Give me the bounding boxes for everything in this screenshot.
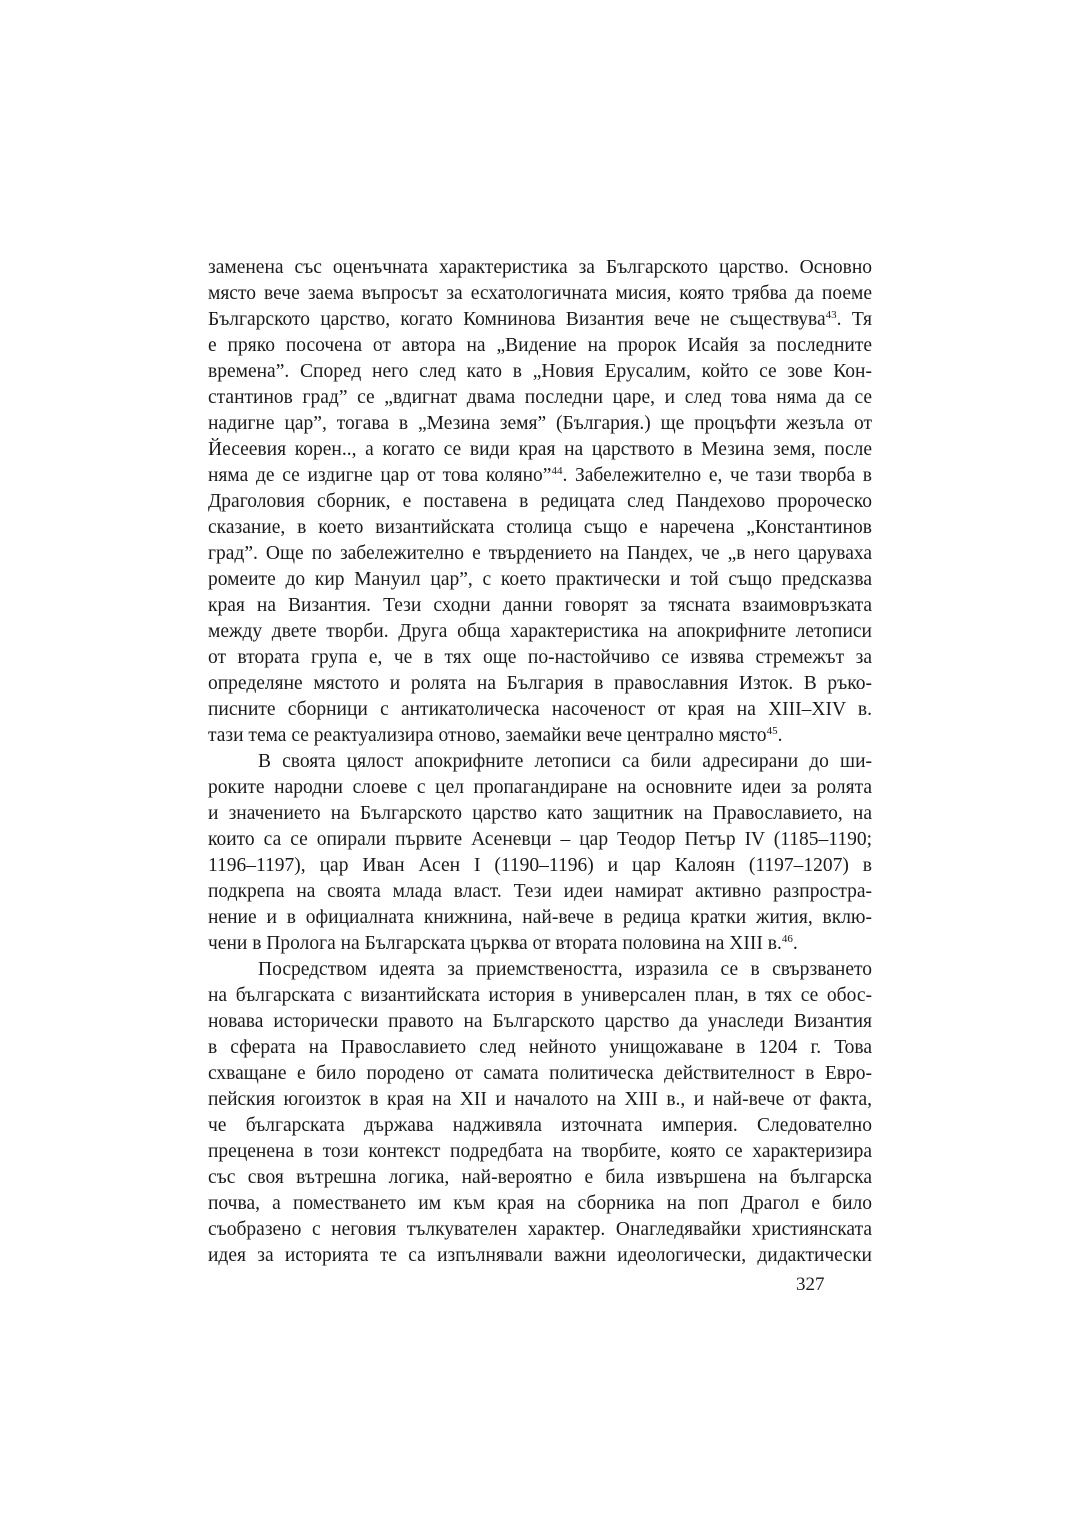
text-line: преценена в този контекст подредбата на творбите, която се характеризира bbox=[208, 1141, 872, 1162]
page-number: 327 bbox=[796, 1274, 825, 1295]
text-line: времена”. Според него след като в „Новия Ерусалим, който се зове Кон- bbox=[208, 361, 872, 382]
text-line: и значението на Българското царство като защитник на Православието, на bbox=[208, 803, 872, 824]
text-line: заменена със оценъчната характеристика за Българското царство. Основно bbox=[208, 257, 872, 278]
text-line: съобразено с неговия тълкувателен характер. Онагледявайки християнската bbox=[208, 1219, 872, 1240]
text-line: сказание, в което византийската столица също е наречена „Константинов bbox=[208, 517, 872, 538]
body-text bbox=[208, 255, 872, 1269]
text-line: новава исторически правото на Българското царство да унаследи Византия bbox=[208, 1011, 872, 1032]
text-line: е пряко посочена от автора на „Видение на пророк Исайя за последните bbox=[208, 335, 872, 356]
text-line: Йесеевия корен.., а когато се види края на царството в Мезина земя, после bbox=[208, 439, 872, 460]
text-line: Посредством идеята за приемствеността, изразила се в свързването bbox=[258, 959, 872, 980]
footnote-ref: 46 bbox=[781, 933, 793, 945]
text-line: В своята цялост апокрифните летописи са били адресирани до ши- bbox=[258, 751, 872, 772]
text-line: определяне мястото и ролята на България в православния Изток. В ръко- bbox=[208, 673, 872, 694]
text-line: идея за историята те са изпълнявали важни идеологически, дидактически bbox=[208, 1245, 872, 1266]
text-line: че българската държава надживяла източната империя. Следователно bbox=[208, 1115, 872, 1136]
text-line: със своя вътрешна логика, най-вероятно е била извършена на българска bbox=[208, 1167, 872, 1188]
text-line: края на Византия. Тези сходни данни говорят за тясната взаимовръзката bbox=[208, 595, 872, 616]
text-line: Драголовия сборник, е поставена в редицата след Пандехово пророческо bbox=[208, 491, 872, 512]
text-line: на българската с византийската история в универсален план, в тях се обос- bbox=[208, 985, 872, 1006]
text-line: град”. Още по забележително е твърдението на Пандех, че „в него царуваха bbox=[208, 543, 872, 564]
text-line: място вече заема въпросът за есхатологичната мисия, която трябва да поеме bbox=[208, 283, 872, 304]
text-line: тази тема се реактуализира отново, заемайки вече централно място$^{45}$. bbox=[208, 725, 783, 746]
text-line: от втората група е, че в тях още по-настойчиво се извява стремежът за bbox=[208, 647, 872, 668]
text-line: няма де се издигне цар от това коляно”$^{44}$. Забележително е, че тази творба в bbox=[208, 465, 872, 486]
text-line: между двете творби. Друга обща характеристика на апокрифните летописи bbox=[208, 621, 872, 642]
text-line: които са се опирали първите Асеневци – цар Теодор Петър IV (1185–1190; bbox=[208, 829, 872, 850]
footnote-ref: 44 bbox=[551, 465, 563, 477]
text-line: писните сборници с антикатолическа насоченост от края на XIII–XIV в. bbox=[208, 699, 872, 720]
footnote-ref: 43 bbox=[825, 309, 837, 321]
text-line: ромеите до кир Мануил цар”, с което практически и той също предсказва bbox=[208, 569, 872, 590]
text-line: почва, а поместването им към края на сборника на поп Драгол е било bbox=[208, 1193, 872, 1214]
text-line: схващане е било породено от самата политическа действителност в Евро- bbox=[208, 1063, 872, 1084]
text-line: надигне цар”, тогава в „Мезина земя” (България.) ще процъфти жезъла от bbox=[208, 413, 872, 434]
text-line: в сферата на Православието след нейното унищожаване в 1204 г. Това bbox=[208, 1037, 872, 1058]
text-line: пейския югоизток в края на XII и началото на XIII в., и най-вече от факта, bbox=[208, 1089, 872, 1110]
text-line: 1196–1197), цар Иван Асен I (1190–1196) и цар Калоян (1197–1207) в bbox=[208, 855, 872, 876]
text-line: стантинов град” се „вдигнат двама последни царе, и след това няма да се bbox=[208, 387, 872, 408]
text-line: нение и в официалната книжнина, най-вече в редица кратки жития, вклю- bbox=[208, 907, 872, 928]
footnote-ref: 45 bbox=[766, 725, 778, 737]
text-line: роките народни слоеве с цел пропагандиране на основните идеи за ролята bbox=[208, 777, 872, 798]
text-line: подкрепа на своята млада власт. Тези идеи намират активно разпростра- bbox=[208, 881, 872, 902]
text-line: чени в Пролога на Българската църква от втората половина на XIII в.$^{46}$. bbox=[208, 933, 798, 954]
text-line: Българското царство, когато Комнинова Византия вече не съществува$^{43}$. Тя bbox=[208, 309, 872, 330]
